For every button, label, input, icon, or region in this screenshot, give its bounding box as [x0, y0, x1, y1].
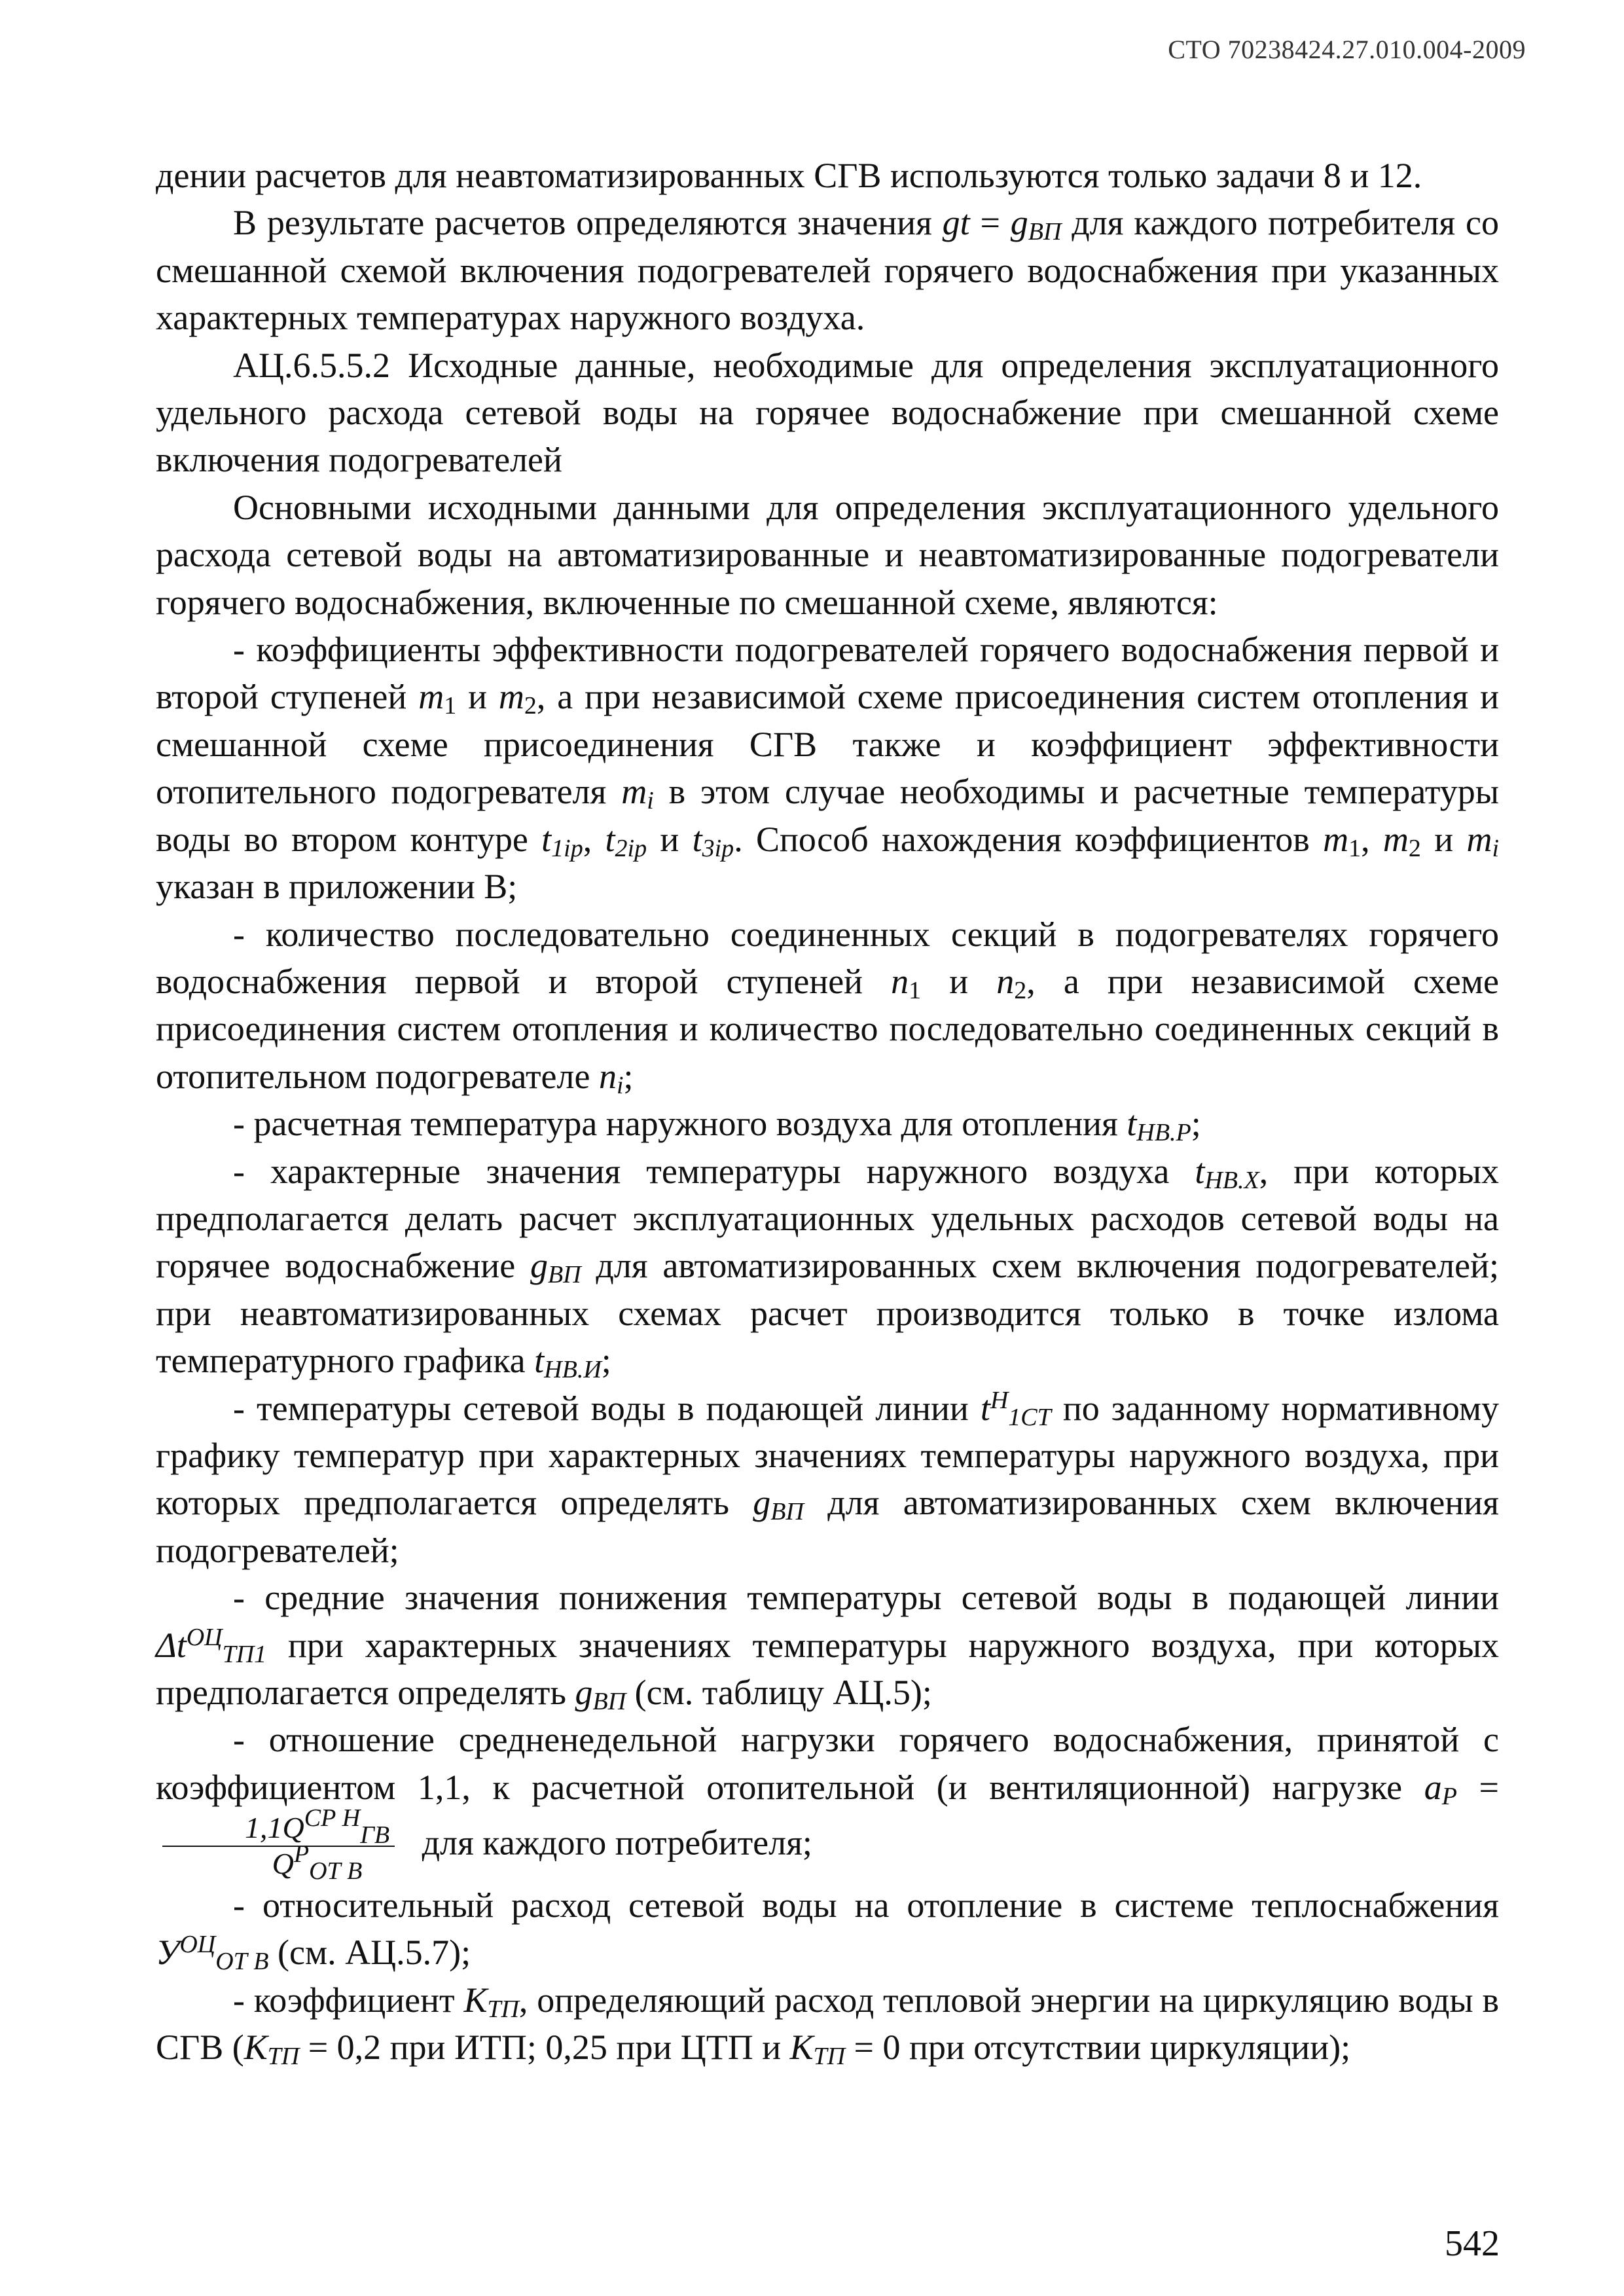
paragraph-intro: Основными исходными данными для определения эксплуатационного удельного расхода сетевой воды на автоматизированные и неавтоматизированные подогреватели горячего водоснабжения, включенные по смешанной схеме, являются: — [156, 487, 1499, 622]
list-item-supply-temps: - температуры сетевой воды в подающей линии $t^Н_{1СТ}$ по заданному нормативному графику температур при характерных значениях температуры наружного воздуха, при которых предполагается определять $g_{ВП}$ для автоматизированных схем включения подогревателей; — [156, 1386, 1500, 1570]
page-number: 542 — [1445, 2223, 1500, 2264]
list-item-efficiency: - коэффициенты эффективности подогревателей горячего водоснабжения первой и второй ступеней $m_1$ и $m_2$, а при независимой схеме присоединения систем отопления и смешанной схеме присоединения СГВ также и коэффициент эффективности отопительного подогревателя $m_i$ в этом случае необходимы и расчетные температуры воды во втором контуре $t_{1ip}$, $t_{2ip}$ и $t_{3ip}$. Способ нахождения коэффициентов $m_1$, $m_2$ и $m_i$ указан в приложении В; — [156, 630, 1499, 907]
list-item-circulation-coef: - коэффициент $К_{ТП}$, определяющий расход тепловой энергии на циркуляцию воды в СГВ ($К_{ТП} = 0,2$ при ИТП; 0,25 при ЦТП и $К_{ТП} = 0$ при отсутствии циркуляции); — [156, 1980, 1500, 2071]
list-item-load-ratio: - отношение средненедельной нагрузки горячего водоснабжения, принятой с коэффициентом 1,1, к расчетной отопительной (и вентиляционной) нагрузке $a_Р$ = $\frac{1,1Q^{СР Н}_{ГВ}}{Q^Р_{ОТ В}}$ для каждого потребителя; — [156, 1720, 1499, 1886]
list-item-temp-drop: - средние значения понижения температуры сетевой воды в подающей линии $\Delta t^{ОЦ}_{ТП1}$ при характерных значениях температуры наружного воздуха, при которых предполагается определять $g_{ВП}$ (см. таблицу АЦ.5); — [156, 1578, 1499, 1715]
list-item-design-temp: - расчетная температура наружного воздуха для отопления $t_{НВ.Р}$; — [233, 1104, 1201, 1147]
list-item-sections: - количество последовательно соединенных секций в подогревателях горячего водоснабжения первой и второй ступеней $n_1$ и $n_2$, а при независимой схеме присоединения систем отопления и количество последовательно соединенных секций в отопительном подогревателе $n_i$; — [156, 914, 1499, 1099]
paragraph-1: дении расчетов для неавтоматизированных СГВ используются только задачи 8 и 12. — [156, 156, 1422, 195]
section-heading: АЦ.6.5.5.2 Исходные данные, необходимые для определения эксплуатационного удельного расхода сетевой воды на горячее водоснабжение при смешанной схеме включения подогревателей — [156, 345, 1499, 480]
document-body — [156, 152, 1499, 2071]
list-item-relative-flow: - относительный расход сетевой воды на отопление в системе теплоснабжения $У^{ОЦ}_{ОТ В}$ (см. АЦ.5.7); — [156, 1886, 1499, 1976]
document-code: СТО 70238424.27.010.004-2009 — [1168, 35, 1526, 64]
load-ratio-formula: $\frac{1,1Q^{СР Н}_{ГВ}}{Q^Р_{ОТ В}}$ — [162, 1811, 395, 1882]
paragraph-2: В результате расчетов определяются значения gt = $g_{ВП}$ для каждого потребителя со смешанной схемой включения подогревателей горячего водоснабжения при указанных характерных температурах наружного воздуха. — [156, 203, 1499, 338]
list-item-characteristic-temps: - характерные значения температуры наружного воздуха $t_{НВ.Х}$, при которых предполагается делать расчет эксплуатационных удельных расходов сетевой воды на горячее водоснабжение $g_{ВП}$ для автоматизированных схем включения подогревателей; при неавтоматизированных схемах расчет производится только в точке излома температурного графика $t_{НВ.И}$; — [156, 1151, 1500, 1384]
